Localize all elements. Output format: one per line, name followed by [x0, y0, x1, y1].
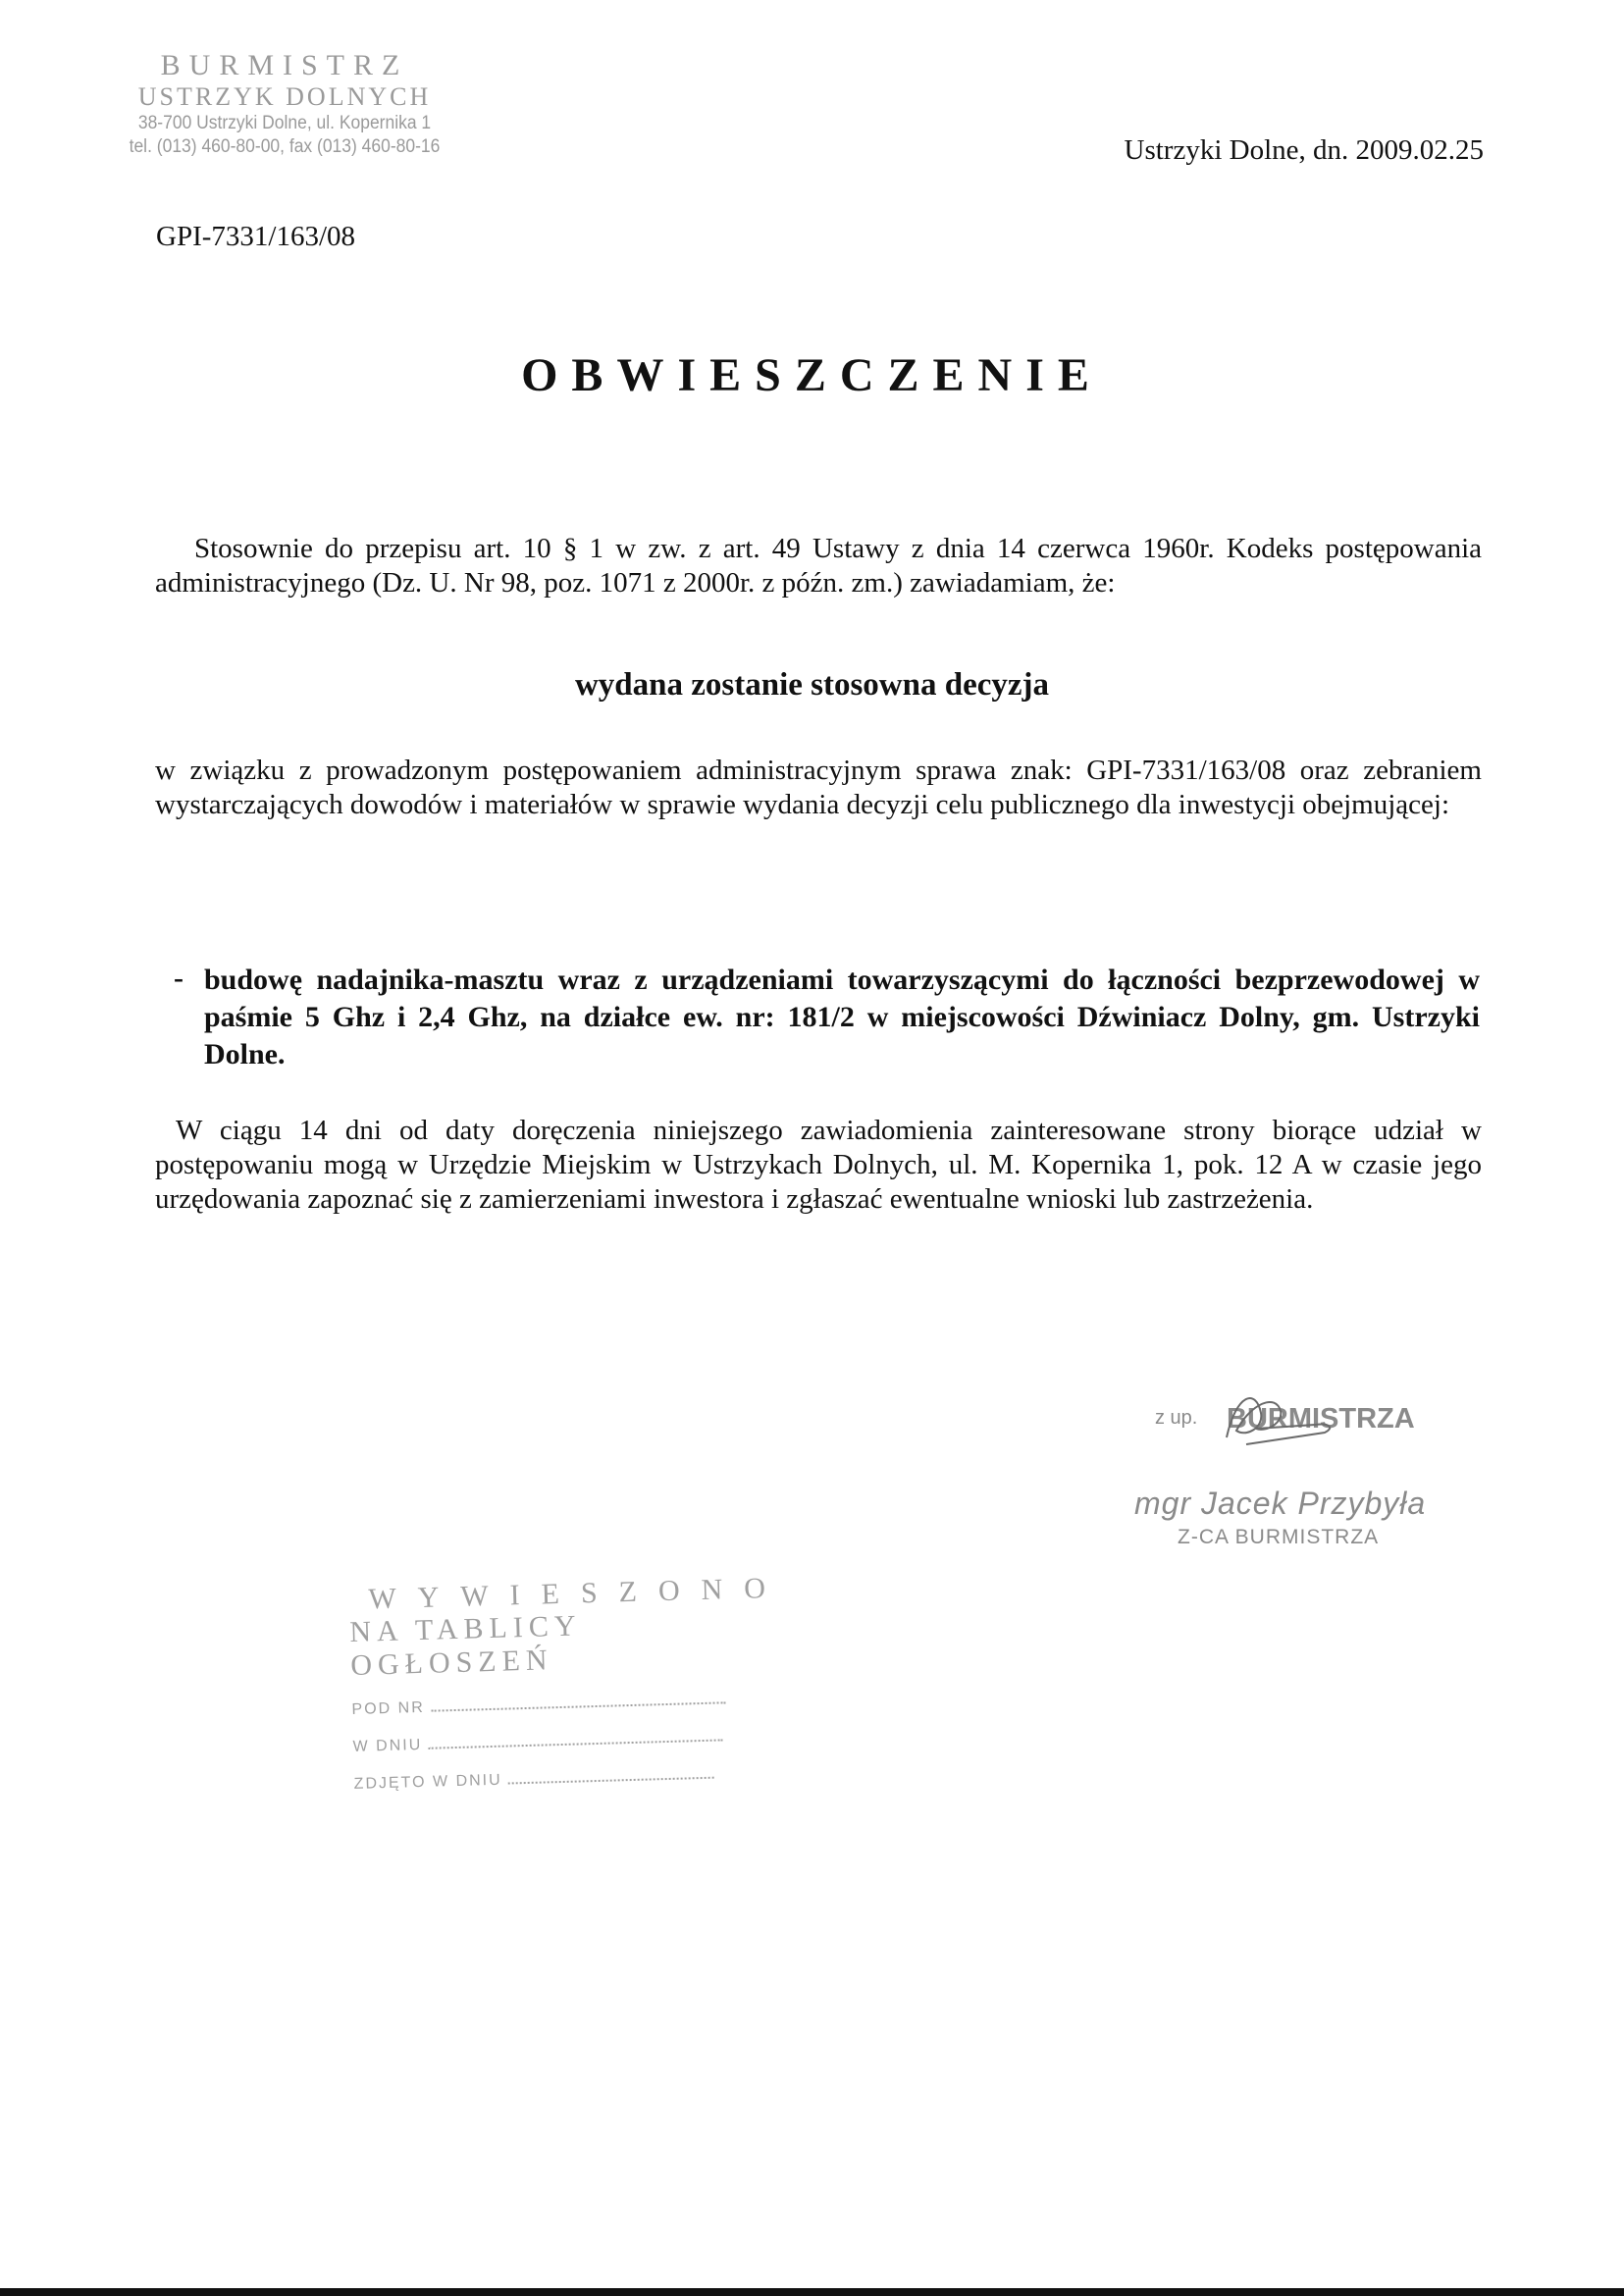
- deadline-paragraph: W ciągu 14 dni od daty doręczenia niniejszego zawiadomienia zainteresowane strony biorące udział w postępowaniu mogą w Urzędzie Miejskim w Ustrzykach Dolnych, ul. M. Kopernika 1, pok. 12 A w czasie jego urzędowania zapoznać się z zamierzeniami inwestora i zgłaszać ewentualne wnioski lub zastrzeżenia.: [155, 1115, 1482, 1215]
- posting-stamp-subtitle: NA TABLICY OGŁOSZEŃ: [348, 1609, 581, 1682]
- posting-row-removed-line: [508, 1767, 714, 1785]
- document-title: OBWIESZCZENIE: [521, 349, 1103, 401]
- letterhead-phone: tel. (013) 460-80-00, fax (013) 460-80-16: [129, 136, 441, 157]
- case-paragraph: w związku z prowadzonym postępowaniem administracyjnym sprawa znak: GPI-7331/163/08 oraz zebraniem wystarczających dowodów i materiałów w sprawie wydania decyzji celu publicznego dla inwestycji obejmującej:: [155, 755, 1482, 820]
- intro-paragraph: Stosownie do przepisu art. 10 § 1 w zw. z art. 49 Ustawy z dnia 14 czerwca 1960r. Kodeks postępowania administracyjnego (Dz. U. Nr 98, poz. 1071 z 2000r. z późn. zm.) zawiadamiam, że:: [155, 533, 1482, 599]
- decision-heading: wydana zostanie stosowna decyzja: [574, 667, 1050, 703]
- letterhead-address: 38-700 Ustrzyki Dolne, ul. Kopernika 1: [137, 113, 432, 133]
- signatory-name: mgr Jacek Przybyła: [1134, 1486, 1427, 1521]
- posting-row-date: [352, 1726, 784, 1757]
- signature-office: BURMISTRZA: [1227, 1403, 1415, 1435]
- posting-row-date-line: [428, 1729, 722, 1748]
- scan-edge-bar: [0, 2288, 1624, 2296]
- bullet-dash: -: [174, 962, 183, 994]
- handwritten-signature-icon: [1207, 1383, 1344, 1452]
- signatory-role: Z-CA BURMISTRZA: [1178, 1526, 1380, 1548]
- posting-row-number-label: POD NR: [351, 1698, 426, 1718]
- posting-stamp-title: WYWIESZONO: [367, 1571, 788, 1616]
- posting-row-removed: [353, 1763, 785, 1795]
- posting-row-number: [351, 1689, 783, 1720]
- posting-row-removed-label: ZDJĘTO W DNIU: [353, 1771, 502, 1793]
- letterhead-stamp: [79, 49, 491, 159]
- letterhead-subtitle: USTRZYK DOLNYCH: [137, 82, 432, 111]
- investment-description: budowę nadajnika-masztu wraz z urządzeniami towarzyszącymi do łączności bezprzewodowej w paśmie 5 Ghz i 2,4 Ghz, na działce ew. nr: 181/2 w miejscowości Dźwiniacz Dolny, gm. Ustrzyki Dolne.: [204, 964, 1480, 1070]
- posting-stamp: [348, 1573, 786, 1795]
- posting-row-number-line: [431, 1692, 725, 1711]
- letterhead-title: BURMISTRZ: [160, 49, 409, 81]
- date-line: Ustrzyki Dolne, dn. 2009.02.25: [1124, 134, 1484, 166]
- posting-row-date-label: W DNIU: [352, 1736, 423, 1755]
- reference-number: GPI-7331/163/08: [156, 221, 355, 252]
- signature-prefix: z up.: [1155, 1407, 1198, 1429]
